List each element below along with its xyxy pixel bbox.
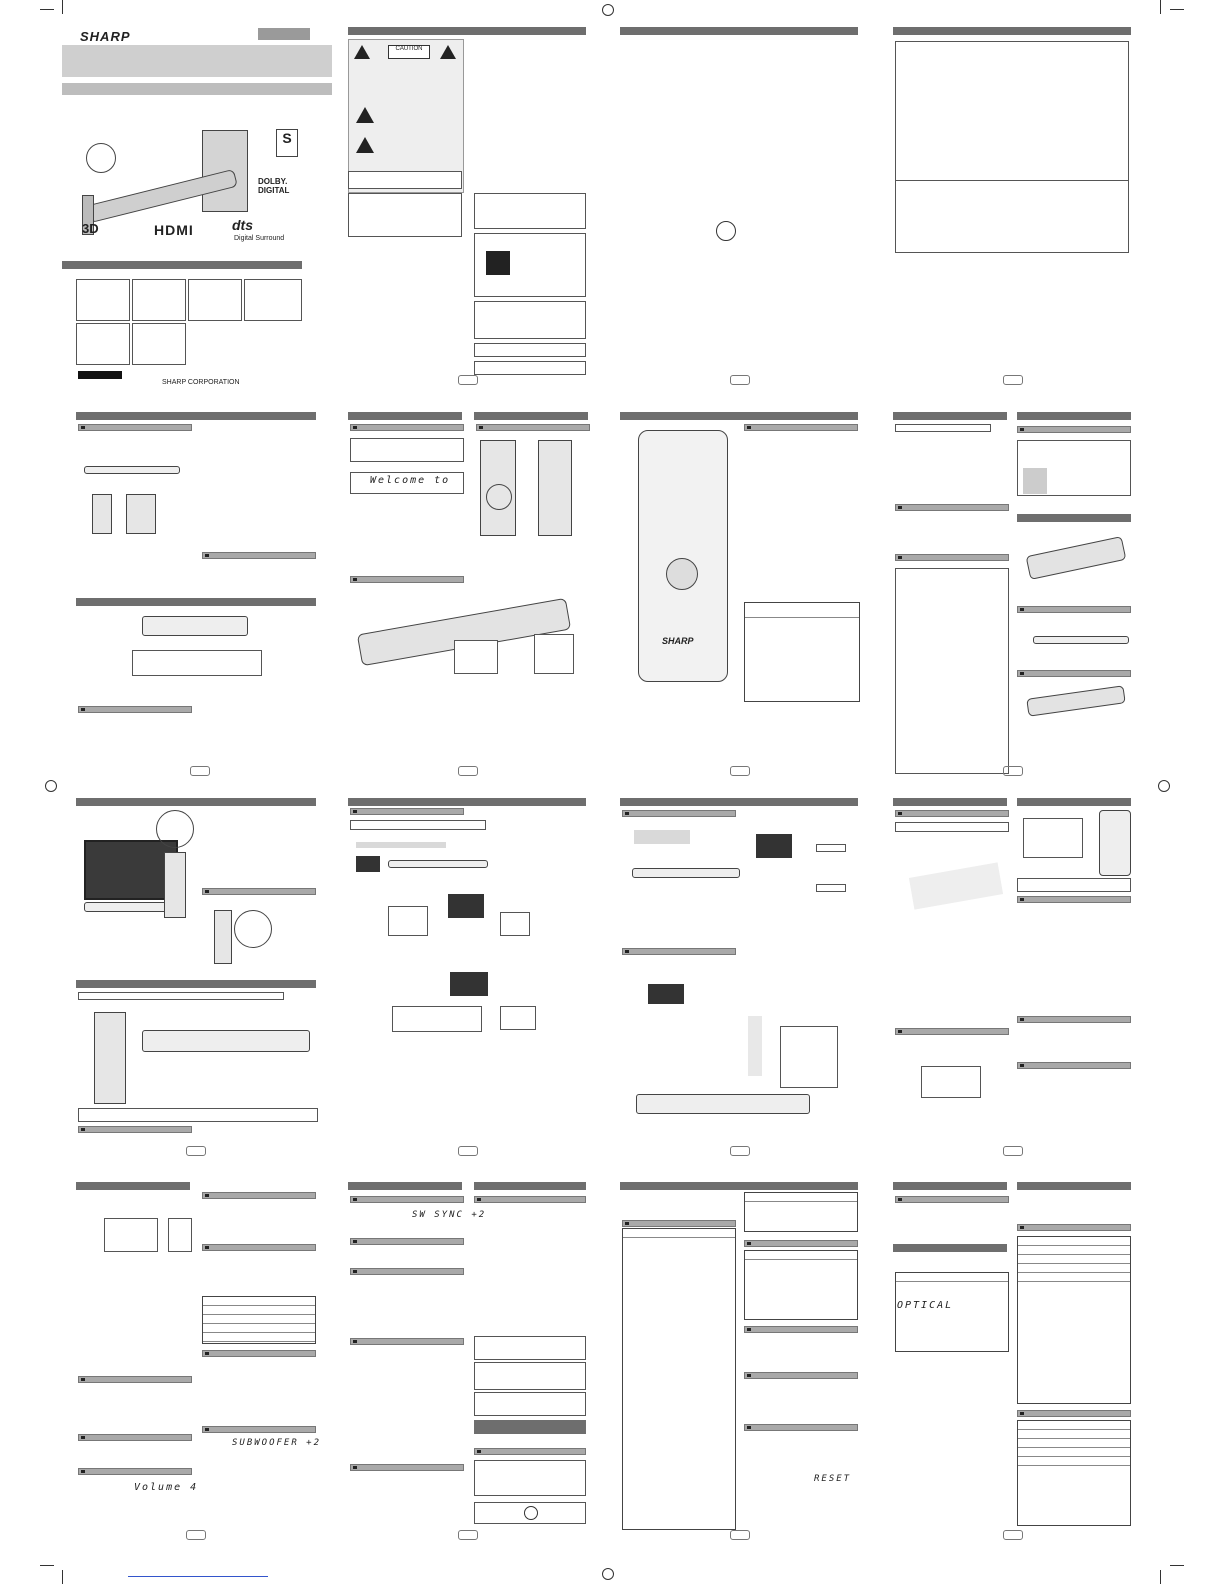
page-header-bar [893,798,1007,806]
page-header-bar [76,412,316,420]
subwoofer-illustration [164,852,186,918]
s-logo: S [276,129,298,157]
spec-table [1017,1236,1131,1404]
corporation: SHARP CORPORATION [162,379,240,386]
subtitle-block [62,83,332,95]
front-panel-zoom [132,650,262,676]
tv-icon [356,856,380,872]
panel-zoom [168,1218,192,1252]
warning-icon [440,45,456,59]
section-subheader [350,1238,464,1245]
section-subheader [895,554,1009,561]
connector-diagram [392,1006,482,1032]
subwoofer-front [92,494,112,534]
page-header-bar [348,798,586,806]
registration-mark [602,1568,614,1580]
troubleshooting-table [744,1192,858,1232]
section-subheader [78,1376,192,1383]
dolby-logo: DOLBY. DIGITAL [258,177,290,195]
page-number [458,375,478,385]
page-header-bar [348,412,462,420]
soundbar-table-diagram [1026,685,1126,716]
black-label [78,371,122,379]
hdmi-page [620,796,876,1168]
page-header-bar [474,412,588,420]
remote-brand: SHARP [662,636,694,646]
remote-dpad [666,558,698,590]
registration-mark [1158,780,1170,792]
crop-mark [40,1565,54,1580]
section-subheader [1017,1224,1131,1231]
section-subheader [895,1196,1009,1203]
soundbar-diagram [84,466,180,474]
page-number [458,1530,478,1540]
legend-box [634,830,690,844]
mounting-page [893,410,1149,782]
model-badge [258,28,310,40]
soundbar-mount-diagram [1026,536,1127,580]
sound-settings-page [348,1180,604,1552]
display-page [348,410,604,782]
page-number [1003,1146,1023,1156]
panel-diagram [921,1066,981,1098]
3d-logo: 3D [82,221,99,236]
section-subheader [744,1326,858,1333]
note-box [1017,878,1131,892]
section-subheader [202,552,316,559]
no-cart-icon [716,221,736,241]
lightning-warning-icon [356,107,374,123]
section-subheader [78,1468,192,1475]
page-number [730,1146,750,1156]
page-header-bar [1017,412,1131,420]
info-box [474,343,586,357]
page-header-bar [1017,1182,1131,1190]
connector-zoom [780,1026,838,1088]
section-subheader [1017,896,1131,903]
section-subheader [744,1424,858,1431]
device-box [816,844,846,852]
section-subheader [78,1434,192,1441]
note-box [474,1336,586,1360]
remote-table [744,602,860,702]
battery-page [893,796,1149,1168]
settings-table [202,1296,316,1344]
page-number [458,1146,478,1156]
section-subheader [1017,426,1131,433]
notice-box [348,193,462,237]
soundbar-diagram [388,860,488,868]
caution-label: CAUTION [388,45,430,59]
display-volume: Volume 4 [134,1482,199,1493]
page-number [190,766,210,776]
section-subheader [78,424,192,431]
hdmi-logo: HDMI [154,222,194,238]
accessory-manual [132,323,186,365]
section-subheader [474,1196,586,1203]
page-header-bar [893,1244,1007,1252]
section-subheader [350,424,464,431]
display-sw-sync: SW SYNC +2 [412,1210,487,1220]
section-subheader [744,1372,858,1379]
warning-box [348,171,462,189]
front-panel-diagram [142,616,248,636]
arrow-shade [748,1016,762,1076]
subwoofer-side [126,494,156,534]
warning-icon [354,45,370,59]
section-subheader [1017,670,1131,677]
section-subheader [202,1350,316,1357]
fcc-page [893,25,1149,397]
crop-mark [1160,0,1175,14]
diagram-label [356,842,446,848]
section-subheader [350,576,464,583]
energy-star-logo [86,143,116,173]
page-header-bar [76,598,316,606]
page-header-bar [620,1182,858,1190]
energy-star-logo [486,251,510,275]
info-box [474,361,586,375]
remote-page [620,410,876,782]
section-subheader [622,948,736,955]
note-box [474,1460,586,1496]
accessory-template [76,323,130,365]
placement-page [76,796,332,1168]
operation-page [76,1180,332,1552]
section-subheader [622,1220,736,1227]
note-box [78,992,284,1000]
note-box [895,822,1009,832]
subwoofer-side [214,910,232,964]
cover-page [62,25,318,397]
page-number [186,1530,206,1540]
section-subheader [202,1426,316,1433]
page-header-bar [893,1182,1007,1190]
page-number [730,766,750,776]
section-subheader [78,706,192,713]
power-icon [524,1506,538,1520]
section-subheader [350,1268,464,1275]
wall-shade [1023,468,1047,494]
tv-icon [450,972,488,996]
specifications-page [893,1180,1149,1552]
controls-page [76,410,332,782]
subwoofer-rear [538,440,572,536]
note-box [350,820,486,830]
section-subheader [350,808,464,815]
device-box [816,884,846,892]
soundbar-diagram [632,868,740,878]
soundbar-rear [142,1030,310,1052]
page-header-bar [893,27,1131,35]
section-subheader [202,1192,316,1199]
crop-mark [62,1570,77,1584]
page-header-bar [1017,798,1131,806]
page-number [1003,375,1023,385]
page-header-bar [1017,514,1131,522]
soundbar-wall [1033,636,1129,644]
accessory-remote [76,279,130,321]
accessory-cable [188,279,242,321]
title-block [62,45,332,77]
connector-diagram [388,906,428,936]
note-box [474,1362,586,1390]
crop-mark [62,0,77,14]
display-subwoofer: SUBWOOFER +2 [232,1438,322,1448]
remote-mini [1099,810,1131,876]
registration-mark [602,4,614,16]
section-subheader [895,810,1009,817]
info-box [474,301,586,339]
crop-mark [1160,1570,1175,1584]
page-header-bar [76,980,316,988]
spec-table [1017,1420,1131,1526]
page-header-bar [76,798,316,806]
section-subheader [895,1028,1009,1035]
page-number [186,1146,206,1156]
section-subheader [1017,1410,1131,1417]
section-subheader [78,1126,192,1133]
connector-diagram [500,912,530,936]
soundbar-under-tv [84,902,174,912]
note-box [78,1108,318,1122]
section-subheader [1017,606,1131,613]
tv-icon [448,894,484,918]
tv-icon [756,834,792,858]
safety-page [620,25,876,397]
woofer-cone [486,484,512,510]
battery-illustration [909,862,1003,909]
section-subheader [1017,1016,1131,1023]
connector-zoom [454,640,498,674]
mount-steps-box [895,568,1009,774]
fcc-statement-box [895,41,1129,253]
dts-sub: Digital Surround [234,235,285,242]
section-subheader [895,504,1009,511]
accessories-bar [62,261,302,269]
caution-page [348,25,604,397]
section-subheader [350,1196,464,1203]
connector-zoom [534,634,574,674]
troubleshooting-table [622,1228,736,1530]
section-subheader [202,888,316,895]
brand-logo: SHARP [80,29,131,44]
page-number [458,766,478,776]
troubleshooting-table [744,1250,858,1320]
page-number [730,1530,750,1540]
divider [895,180,1129,181]
soundbar-rear [636,1094,810,1114]
section-subheader [622,810,736,817]
troubleshooting-page [620,1180,876,1552]
page-header-bar [893,412,1007,420]
page-header-bar [76,1182,190,1190]
connections-page [348,796,604,1168]
accessory-brackets [132,279,186,321]
page-header-bar [620,412,858,420]
tv-icon [648,984,684,1004]
display-diagram [350,438,464,462]
zoom-circle [156,810,194,848]
dts-logo: dts [232,217,253,233]
section-subheader [350,1464,464,1471]
exclamation-warning-icon [356,137,374,153]
zoom-circle [234,910,272,948]
section-subheader [744,1240,858,1247]
page-number [1003,766,1023,776]
page-header-bar [620,798,858,806]
footer-link-line[interactable] [128,1576,268,1577]
display-optical: OPTICAL [897,1300,954,1311]
section-subheader [744,424,858,431]
front-panel-zoom [1023,818,1083,858]
accessory-optical [244,279,302,321]
panel-zoom [104,1218,158,1252]
page-number [730,375,750,385]
connector-diagram [500,1006,536,1030]
page-number [1003,1530,1023,1540]
section-subheader [350,1338,464,1345]
section-subheader [474,1448,586,1455]
registration-mark [45,780,57,792]
note-box [895,424,991,432]
section-subheader [1017,1062,1131,1069]
page-header-bar [474,1420,586,1434]
crop-mark [40,9,54,24]
section-subheader [202,1244,316,1251]
notice-box-right [474,193,586,229]
page-header-bar [348,1182,462,1190]
section-subheader [476,424,590,431]
page-header-bar [620,27,858,35]
display-welcome: Welcome to [370,475,451,486]
indicator-table [895,1272,1009,1352]
note-box [474,1392,586,1416]
display-reset: RESET [814,1474,852,1484]
subwoofer-back [94,1012,126,1104]
page-header-bar [474,1182,586,1190]
page-header-bar [348,27,586,35]
